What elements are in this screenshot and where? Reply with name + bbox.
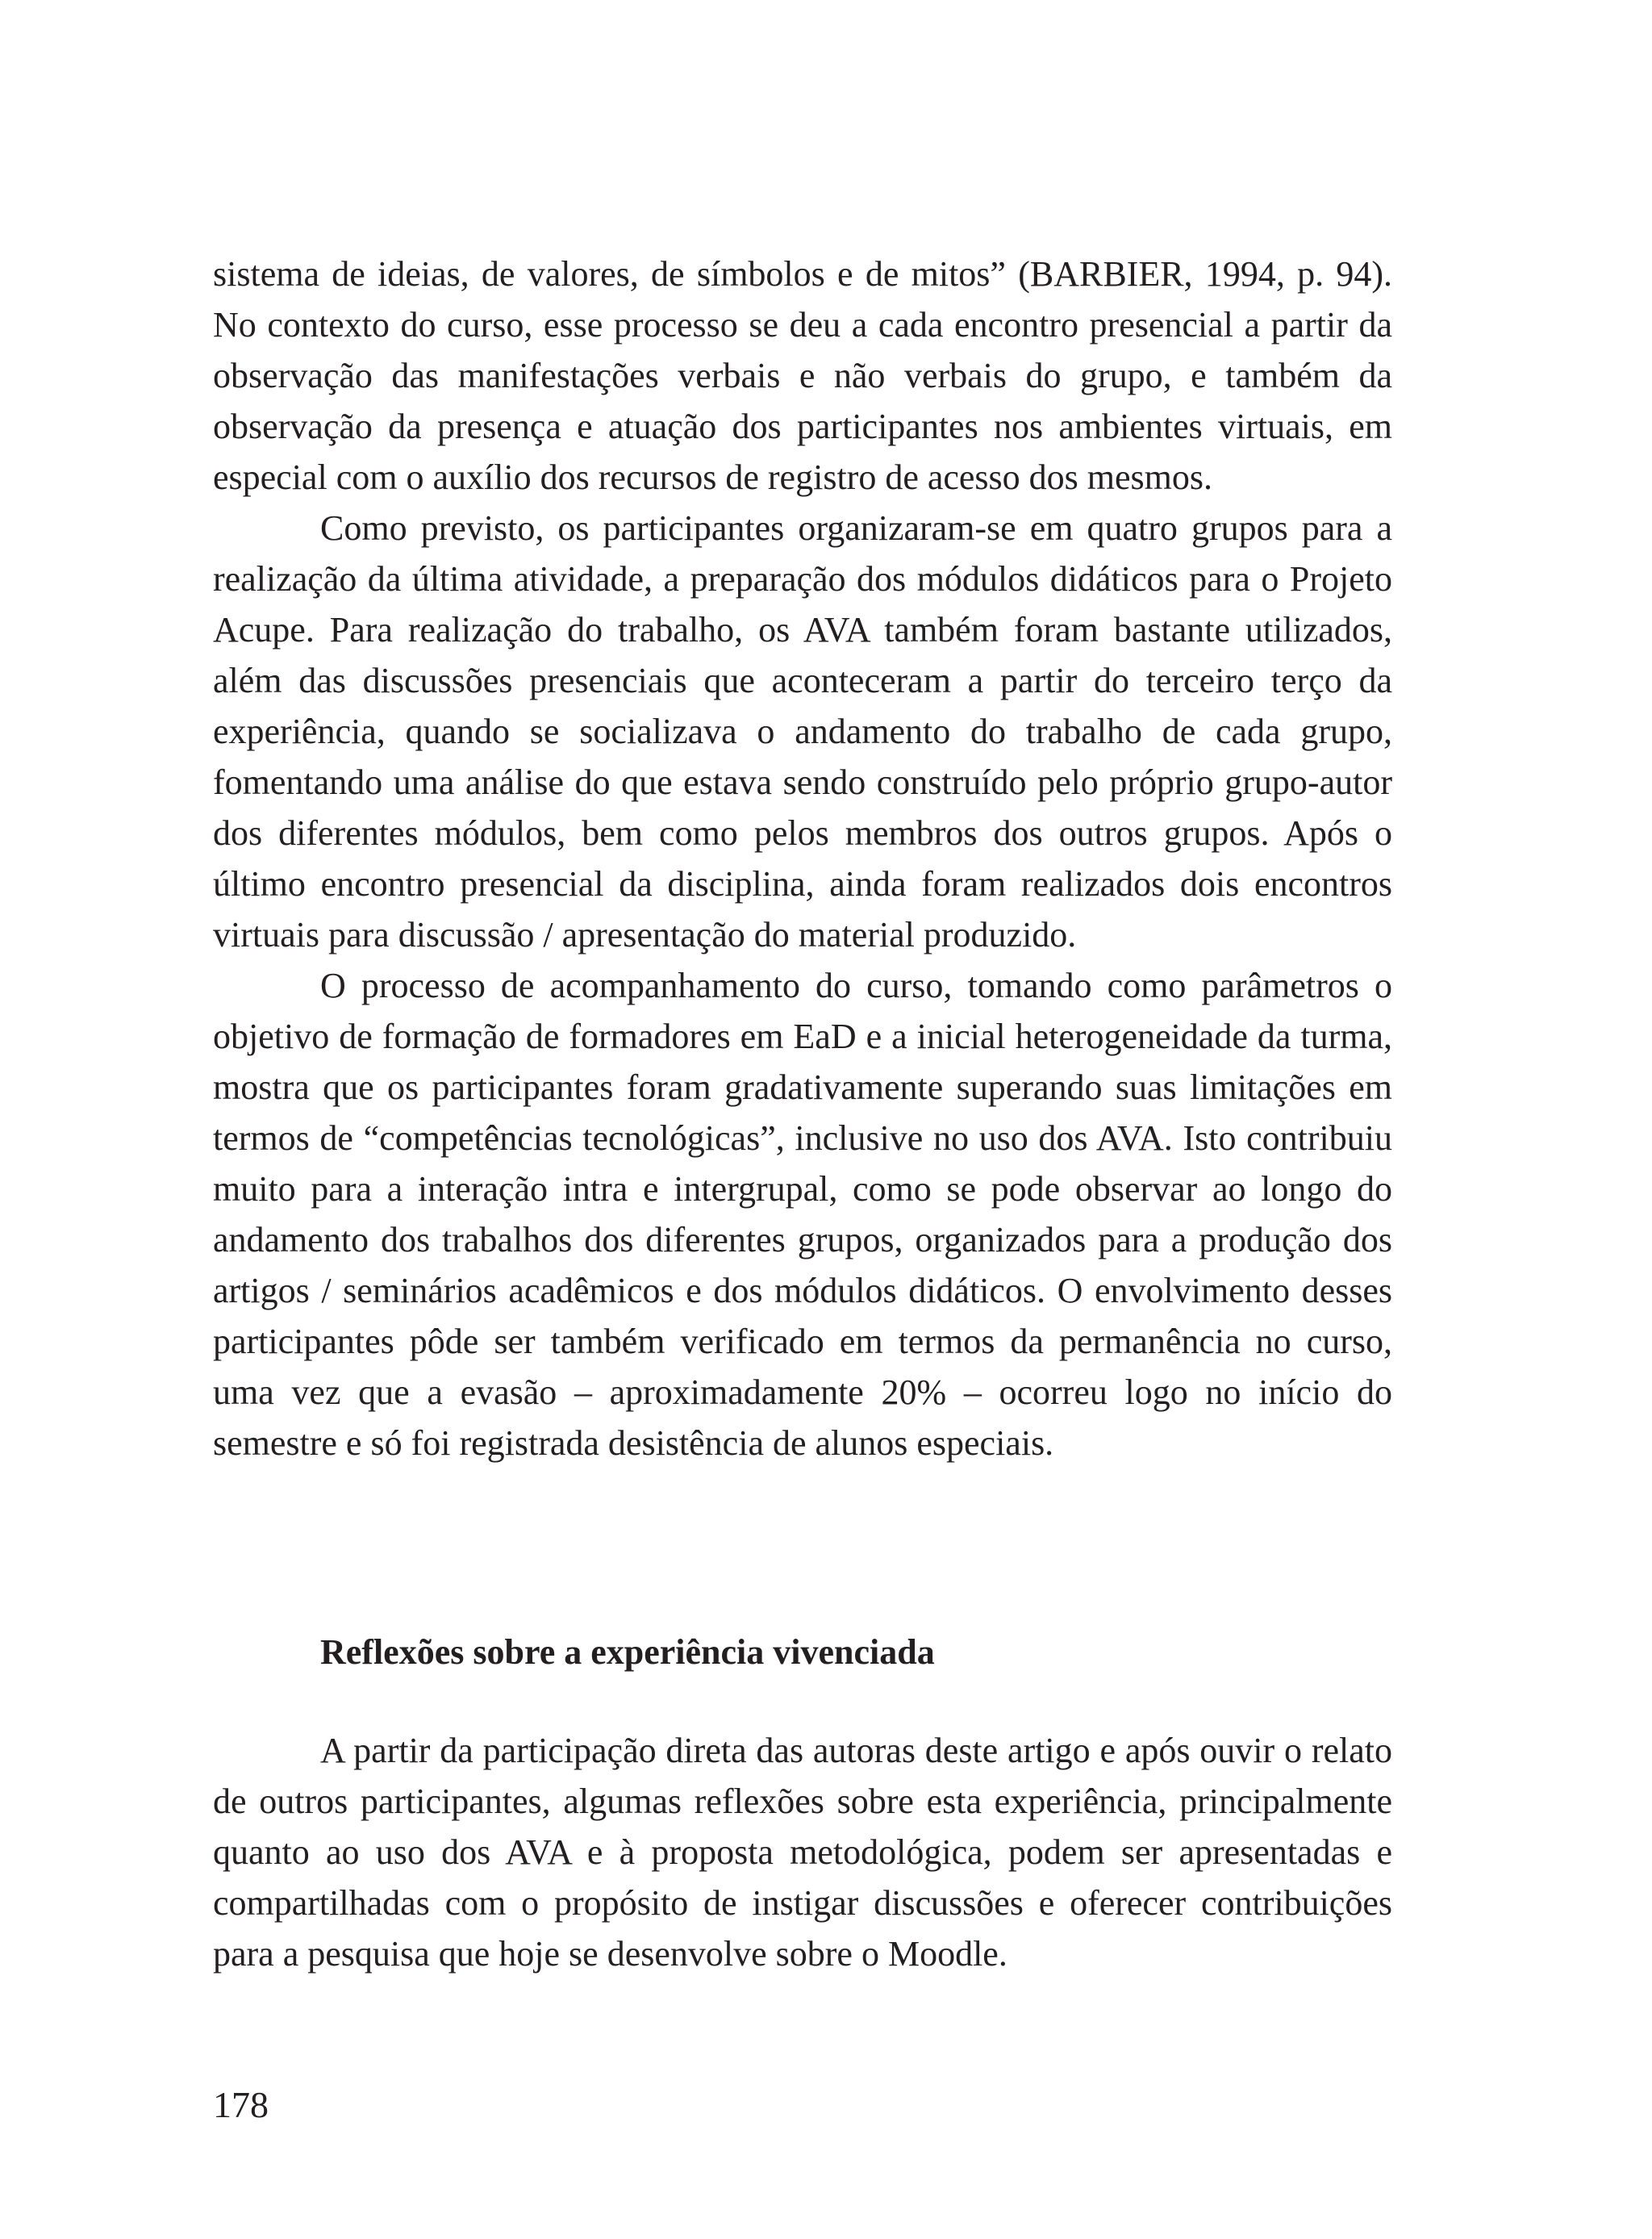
page-number: 178	[213, 2084, 269, 2125]
paragraph-course-monitoring: O processo de acompanhamento do curso, tomando como parâmetros o objetivo de formação de formadores em EaD e a inicial heterogeneidade da turma, mostra que os participantes foram gradativamente superando suas limitações em termos de “competências tecnológicas”, inclusive no uso dos AVA. Isto contribuiu muito para a interação intra e intergrupal, como se pode observar ao longo do andamento dos trabalhos dos diferentes grupos, organizados para a produção dos artigos / seminários acadêmicos e dos módulos didáticos. O envolvimento desses participantes pôde ser também verificado em termos da permanência no curso, uma vez que a evasão – aproximadamente 20% – ocorreu logo no início do semestre e só foi registrada desistência de alunos especiais.	[213, 966, 1392, 1463]
paragraph-reflections: A partir da participação direta das autoras deste artigo e após ouvir o relato de outros participantes, algumas reflexões sobre esta experiência, principalmente quanto ao uso dos AVA e à proposta metodológica, podem ser apresentadas e compartilhadas com o propósito de instigar discussões e oferecer contribuições para a pesquisa que hoje se desenvolve sobre o Moodle.	[213, 1731, 1392, 1974]
body-text	[213, 249, 1392, 1468]
section-heading: Reflexões sobre a experiência vivenciada	[320, 1632, 935, 1672]
reflection-text	[213, 1725, 1392, 1979]
paragraph-groups-activity: Como previsto, os participantes organizaram-se em quatro grupos para a realização da última atividade, a preparação dos módulos didáticos para o Projeto Acupe. Para realização do trabalho, os AVA também foram bastante utilizados, além das discussões presenciais que aconteceram a partir do terceiro terço da experiência, quando se socializava o andamento do trabalho de cada grupo, fomentando uma análise do que estava sendo construído pelo próprio grupo-autor dos diferentes módulos, bem como pelos membros dos outros grupos. Após o último encontro presencial da disciplina, ainda foram realizados dois encontros virtuais para discussão / apresentação do material produzido.	[213, 508, 1392, 954]
paragraph-continuation: sistema de ideias, de valores, de símbolos e de mitos” (BARBIER, 1994, p. 94). No contexto do curso, esse processo se deu a cada encontro presencial a partir da observação das manifestações verbais e não verbais do grupo, e também da observação da presença e atuação dos participantes nos ambientes virtuais, em especial com o auxílio dos recursos de registro de acesso dos mesmos.	[213, 254, 1392, 497]
